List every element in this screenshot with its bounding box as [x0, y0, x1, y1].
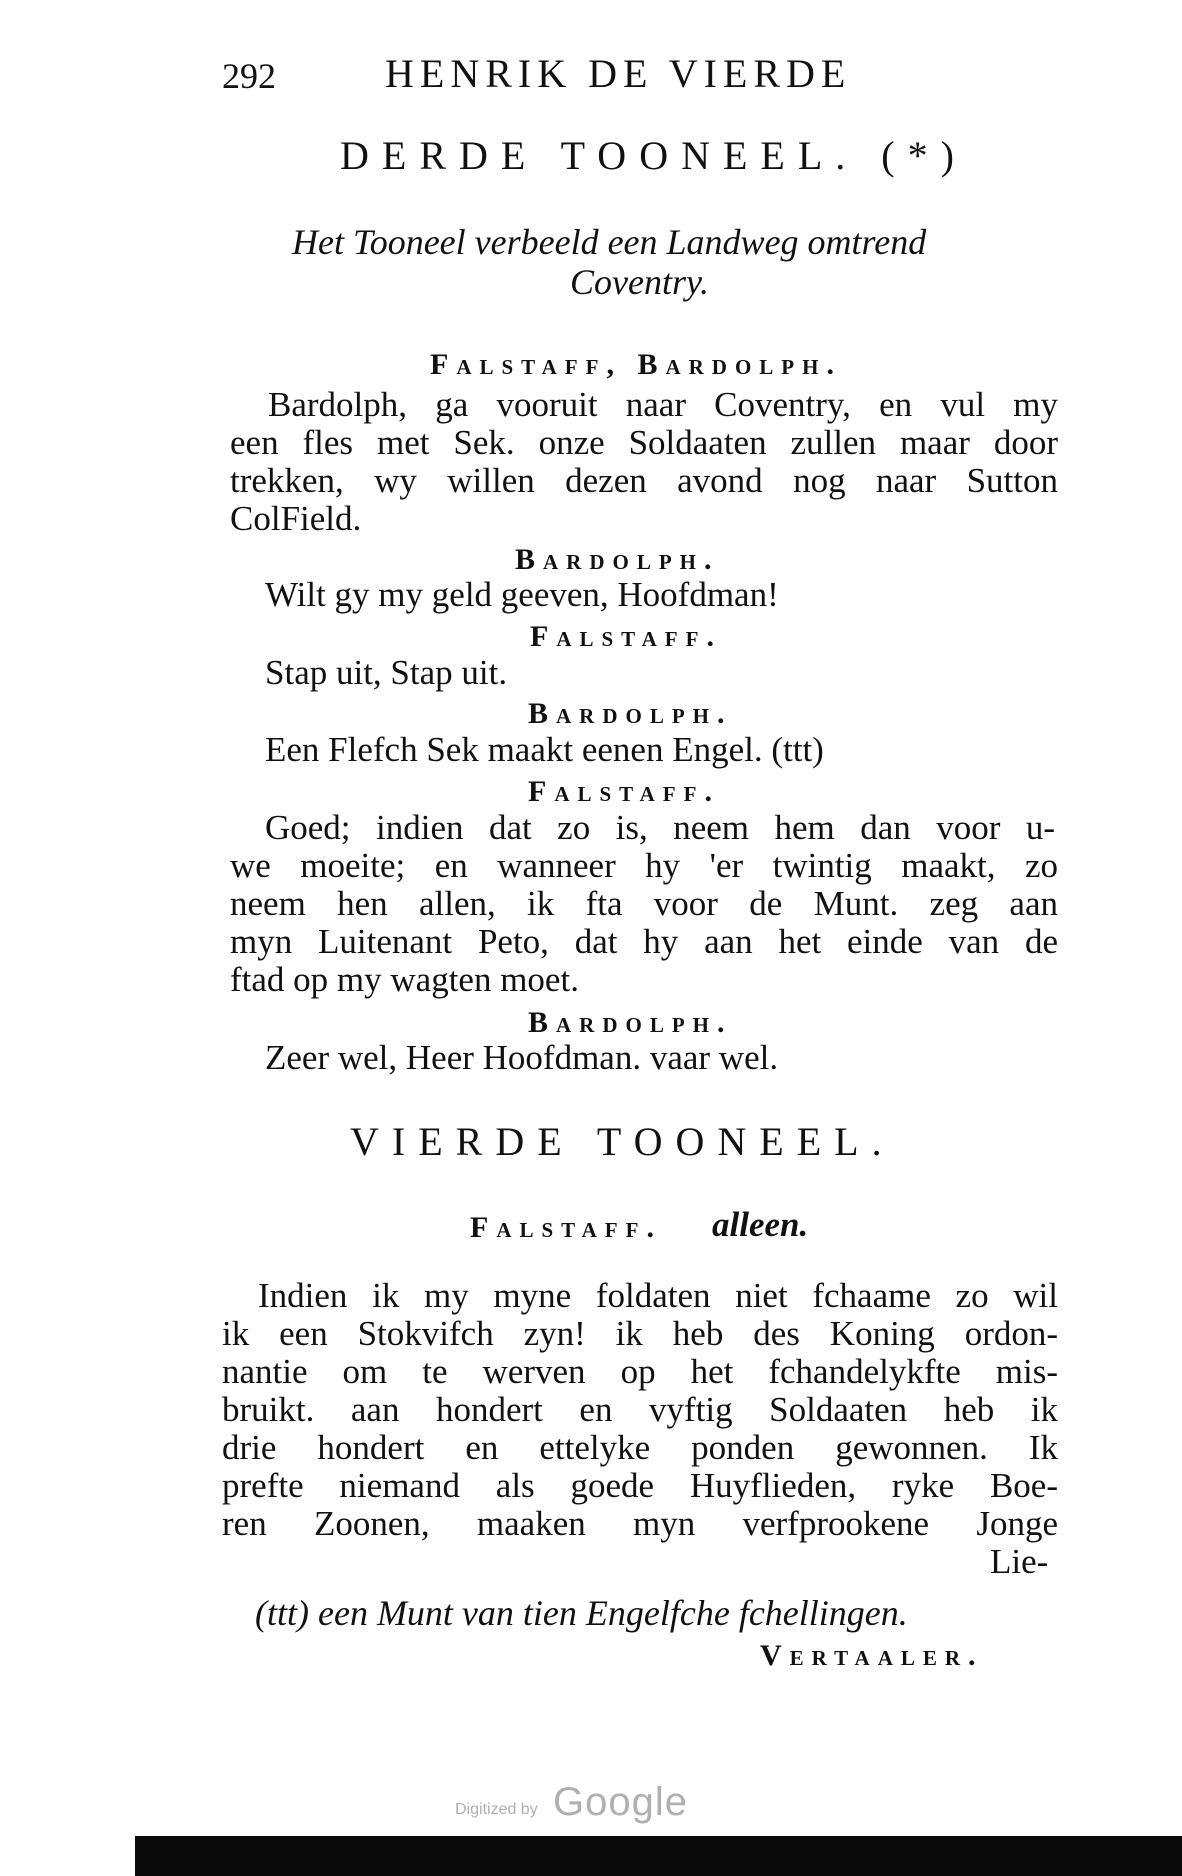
speech-line: Wilt gy my geld geeven, Hoofdman!: [265, 575, 779, 614]
speech-line: Bardolph, ga vooruit naar Coventry, en vul my: [268, 385, 1058, 424]
scan-edge-bar: [135, 1836, 1182, 1876]
speech-line: Een Flefch Sek maakt eenen Engel. (ttt): [265, 730, 824, 769]
speech-line: Zeer wel, Heer Hoofdman. vaar wel.: [265, 1038, 779, 1077]
speech-line: neem hen allen, ik fta voor de Munt. zeg aan: [230, 884, 1058, 923]
speaker-name: Falstaff.: [530, 620, 722, 653]
stage-direction: alleen.: [712, 1205, 809, 1244]
speech-line: een fles met Sek. onze Soldaaten zullen maar door: [230, 423, 1058, 462]
running-title: HENRIK DE VIERDE: [385, 51, 852, 96]
speech-line: myn Luitenant Peto, dat hy aan het einde van de: [230, 922, 1058, 961]
speech-line: trekken, wy willen dezen avond nog naar Sutton: [230, 461, 1058, 500]
speaker-name: Falstaff.: [528, 775, 720, 808]
footnote: (ttt) een Munt van tien Engelfche fchellingen.: [255, 1593, 908, 1633]
speaker-name: Bardolph.: [528, 697, 733, 730]
scene-setting-line: Het Tooneel verbeeld een Landweg omtrend: [292, 222, 927, 262]
speech-line: ColField.: [230, 499, 362, 538]
speech-line: Goed; indien dat zo is, neem hem dan voor u-: [265, 808, 1055, 847]
speech-line: prefte niemand als goede Huyflieden, ryke Boe-: [222, 1466, 1058, 1505]
page-number: 292: [222, 56, 276, 96]
speech-line: drie hondert en ettelyke ponden gewonnen. Ik: [222, 1428, 1058, 1467]
scene-setting-line: Coventry.: [570, 262, 709, 302]
google-logo: Google: [553, 1780, 688, 1824]
speech-line: we moeite; en wanneer hy 'er twintig maakt, zo: [230, 846, 1058, 885]
speaker-name: Falstaff.: [470, 1211, 662, 1244]
speech-line: Stap uit, Stap uit.: [265, 653, 508, 692]
speech-line: Indien ik my myne foldaten niet fchaame zo wil: [258, 1276, 1058, 1315]
speaker-name: Bardolph.: [515, 543, 720, 576]
speaker-name: Bardolph.: [528, 1006, 733, 1039]
speech-line: bruikt. aan hondert en vyftig Soldaaten heb ik: [222, 1390, 1058, 1429]
speaker-names: Falstaff, Bardolph.: [430, 348, 842, 381]
footnote-attribution: Vertaaler.: [760, 1639, 984, 1672]
speech-line: ftad op my wagten moet.: [230, 960, 579, 999]
scene-title: DERDE TOONEEL. (*): [340, 133, 967, 178]
speech-line: ik een Stokvifch zyn! ik heb des Koning ordon-: [222, 1314, 1058, 1353]
catchword: Lie-: [990, 1542, 1049, 1581]
speech-line: nantie om te werven op het fchandelykfte mis-: [222, 1352, 1058, 1391]
scene-title: VIERDE TOONEEL.: [350, 1119, 895, 1164]
digitized-by-label: Digitized by: [455, 1801, 538, 1818]
speech-line: ren Zoonen, maaken myn verfprookene Jonge: [222, 1504, 1058, 1543]
